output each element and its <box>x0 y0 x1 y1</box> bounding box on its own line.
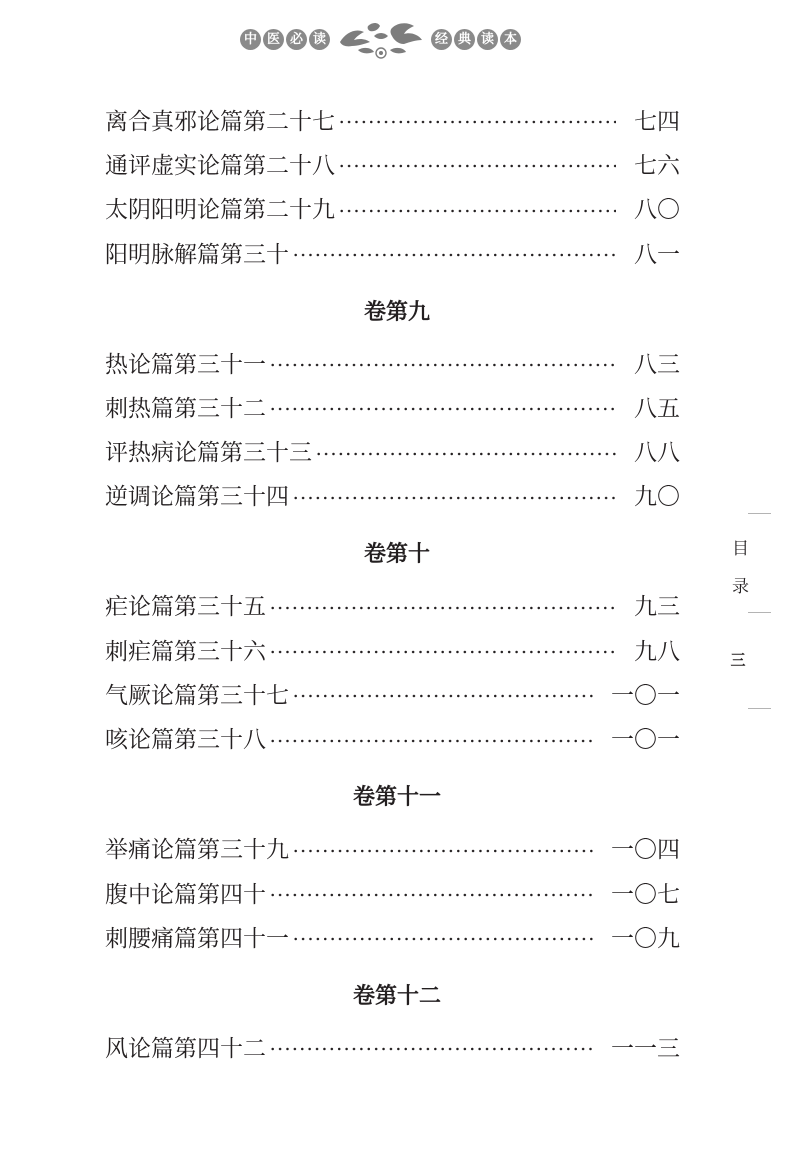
toc-entry <box>105 917 680 961</box>
dot-leader <box>269 650 616 654</box>
toc-entry-page: 八一 <box>634 241 680 268</box>
volume-heading-text: 卷第十 <box>363 542 430 568</box>
toc-entry-title: 评热病论篇第三十三 <box>105 440 312 467</box>
dot-leader <box>269 1047 593 1051</box>
volume-heading <box>105 520 680 586</box>
toc-entry-page: 八三 <box>634 351 680 378</box>
series-title-char: 读 <box>309 29 330 50</box>
crane-cloud-emblem-icon <box>338 18 424 60</box>
toc-entry-title: 举痛论篇第三十九 <box>105 837 289 864</box>
page-number: 三 <box>730 651 746 669</box>
table-of-contents <box>105 100 680 1072</box>
volume-heading <box>105 763 680 829</box>
toc-entry-page: 一〇七 <box>611 881 680 908</box>
series-title-char: 中 <box>240 29 261 50</box>
dot-leader <box>292 253 616 257</box>
toc-entry-title: 风论篇第四十二 <box>105 1035 266 1062</box>
toc-entry-page: 一〇一 <box>611 727 680 754</box>
toc-entry <box>105 476 680 520</box>
toc-entry-title: 疟论篇第三十五 <box>105 594 266 621</box>
toc-entry-title: 通评虚实论篇第二十八 <box>105 152 335 179</box>
toc-entry <box>105 343 680 387</box>
series-title-char: 本 <box>500 29 521 50</box>
toc-entry-title: 热论篇第三十一 <box>105 351 266 378</box>
toc-entry-page: 九三 <box>634 594 680 621</box>
toc-entry-page: 八八 <box>634 440 680 467</box>
toc-entry-title: 太阴阳明论篇第二十九 <box>105 197 335 224</box>
dot-leader <box>269 606 616 610</box>
toc-entry <box>105 387 680 431</box>
dot-leader <box>292 937 593 941</box>
toc-entry-page: 八〇 <box>634 197 680 224</box>
toc-entry <box>105 586 680 630</box>
toc-entry-title: 腹中论篇第四十 <box>105 881 266 908</box>
dot-leader <box>338 120 616 124</box>
volume-heading-text: 卷第十二 <box>352 983 441 1009</box>
dot-leader <box>269 363 616 367</box>
toc-entry <box>105 233 680 277</box>
toc-entry-title: 咳论篇第三十八 <box>105 727 266 754</box>
toc-entry-page: 七六 <box>634 152 680 179</box>
toc-entry <box>105 630 680 674</box>
series-title-char: 经 <box>431 29 452 50</box>
toc-entry-page: 七四 <box>634 108 680 135</box>
volume-heading <box>105 277 680 343</box>
dot-leader <box>269 739 593 743</box>
toc-entry-title: 刺疟篇第三十六 <box>105 638 266 665</box>
margin-rule <box>748 513 771 514</box>
toc-entry-title: 刺热篇第三十二 <box>105 395 266 422</box>
dot-leader <box>269 893 593 897</box>
toc-entry-title: 逆调论篇第三十四 <box>105 484 289 511</box>
margin-rule <box>748 708 771 709</box>
toc-entry-page: 一一三 <box>611 1035 680 1062</box>
toc-entry <box>105 144 680 188</box>
running-header <box>0 0 800 70</box>
toc-entry-page: 一〇四 <box>611 837 680 864</box>
volume-heading-text: 卷第十一 <box>352 785 441 811</box>
dot-leader <box>292 694 593 698</box>
dot-leader <box>292 496 616 500</box>
margin-rule <box>748 612 771 613</box>
dot-leader <box>338 209 616 213</box>
toc-entry <box>105 873 680 917</box>
toc-entry <box>105 431 680 475</box>
toc-entry-page: 一〇九 <box>611 925 680 952</box>
volume-heading <box>105 962 680 1028</box>
series-title-char: 医 <box>263 29 284 50</box>
volume-heading-text: 卷第九 <box>363 299 430 325</box>
toc-entry <box>105 829 680 873</box>
toc-entry <box>105 100 680 144</box>
dot-leader <box>292 849 593 853</box>
series-title-char: 读 <box>477 29 498 50</box>
series-title-char: 必 <box>286 29 307 50</box>
toc-entry-title: 离合真邪论篇第二十七 <box>105 108 335 135</box>
toc-entry-title: 阳明脉解篇第三十 <box>105 241 289 268</box>
section-label: 目录 <box>728 539 748 615</box>
toc-entry <box>105 719 680 763</box>
toc-entry-title: 刺腰痛篇第四十一 <box>105 925 289 952</box>
toc-entry-page: 九〇 <box>634 484 680 511</box>
dot-leader <box>338 164 616 168</box>
dot-leader <box>315 452 616 456</box>
toc-entry <box>105 674 680 718</box>
toc-entry-title: 气厥论篇第三十七 <box>105 682 289 709</box>
toc-entry <box>105 189 680 233</box>
series-title-char: 典 <box>454 29 475 50</box>
toc-entry-page: 一〇一 <box>611 682 680 709</box>
toc-entry-page: 八五 <box>634 395 680 422</box>
toc-entry-page: 九八 <box>634 638 680 665</box>
dot-leader <box>269 407 616 411</box>
toc-entry <box>105 1027 680 1071</box>
